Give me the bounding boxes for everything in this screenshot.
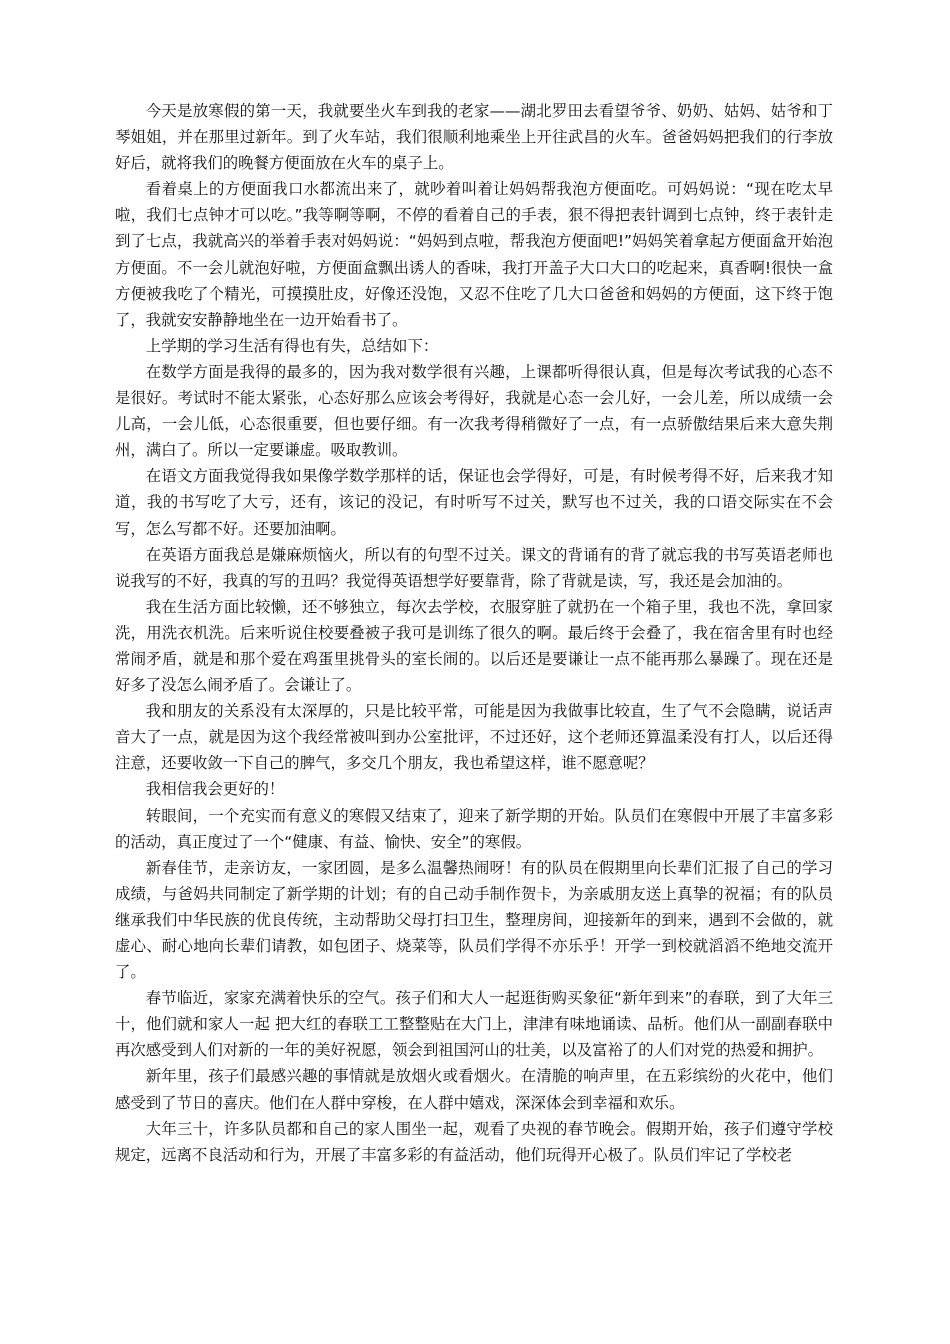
paragraph-10: 转眼间，一个充实而有意义的寒假又结束了，迎来了新学期的开始。队员们在寒假中开展了丰富多彩的活动，真正度过了一个“健康、有益、愉快、安全”的寒假。 (115, 806, 833, 851)
paragraph-11: 新春佳节，走亲访友，一家团圆，是多么温馨热闹呀！有的队员在假期里向长辈们汇报了自己的学习成绩，与爸妈共同制定了新学期的计划；有的自己动手制作贺卡，为亲戚朋友送上真挚的祝福；有的队员继承我们中华民族的优良传统，主动帮助父母打扫卫生，整理房间，迎接新年的到来，遇到不会做的，就虚心、耐心地向长辈们请教，如包团子、烧菜等，队员们学得不亦乐乎！开学一到校就滔滔不绝地交流开了。 (115, 858, 833, 982)
paragraph-4: 在数学方面是我得的最多的，因为我对数学很有兴趣，上课都听得很认真，但是每次考试我的心态不是很好。考试时不能太紧张，心态好那么应该会考得好，我就是心态一会儿好，一会儿差，所以成绩一会儿高，一会儿低，心态很重要，但也要仔细。有一次我考得稍微好了一点，有一点骄傲结果后来大意失荆州，满白了。所以一定要谦虚。吸取教训。 (115, 362, 833, 460)
paragraph-3: 上学期的学习生活有得也有失，总结如下： (145, 336, 439, 355)
paragraph-1: 今天是放寒假的第一天，我就要坐火车到我的老家——湖北罗田去看望爷爷、奶奶、姑妈、姑爷和丁琴姐姐，并在那里过新年。到了火车站，我们很顺利地乘坐上开往武昌的火车。爸爸妈妈把我们的行李放好后，就将我们的晚餐方便面放在火车的桌子上。 (115, 102, 833, 173)
paragraph-7: 我在生活方面比较懒，还不够独立，每次去学校，衣服穿脏了就扔在一个箱子里，我也不洗，拿回家洗，用洗衣机洗。后来听说住校要叠被子我可是训练了很久的啊。最后终于会叠了，我在宿舍里有时也经常闹矛盾，就是和那个爱在鸡蛋里挑骨头的室长闹的。以后还是要谦让一点不能再那么暴躁了。现在还是好多了没怎么闹矛盾了。会谦让了。 (115, 597, 833, 695)
paragraph-9: 我相信我会更好的！ (145, 780, 285, 799)
paragraph-8: 我和朋友的关系没有太深厚的，只是比较平常，可能是因为我做事比较直，生了气不会隐瞒，说话声音大了一点，就是因为这个我经常被叫到办公室批评，不过还好，这个老师还算温柔没有打人，以后还得注意，还要收敛一下自己的脾气，多交几个朋友，我也希望这样，谁不愿意呢？ (115, 702, 833, 773)
paragraph-2: 看着桌上的方便面我口水都流出来了，就吵着叫着让妈妈帮我泡方便面吃。可妈妈说：“现在吃太早啦，我们七点钟才可以吃。”我等啊等啊，不停的看着自己的手表，狠不得把表针调到七点钟，终于表针走到了七点，我就高兴的举着手表对妈妈说：“妈妈到点啦，帮我泡方便面吧!”妈妈笑着拿起方便面盒开始泡方便面。不一会儿就泡好啦，方便面盒飘出诱人的香味，我打开盖子大口大口的吃起来，真香啊!很快一盒方便被我吃了个精光，可摸摸肚皮，好像还没饱，又忍不住吃了几大口爸爸和妈妈的方便面，这下终于饱了，我就安安静静地坐在一边开始看书了。 (115, 180, 833, 329)
paragraph-6: 在英语方面我总是嫌麻烦恼火，所以有的句型不过关。课文的背诵有的背了就忘我的书写英语老师也说我写的不好，我真的写的丑吗？我觉得英语想学好要靠背，除了背就是读，写，我还是会加油的。 (115, 545, 833, 590)
document-body (115, 98, 833, 1168)
paragraph-5: 在语文方面我觉得我如果像学数学那样的话，保证也会学得好，可是，有时候考得不好，后来我才知道，我的书写吃了大亏，还有，该记的没记，有时听写不过关，默写也不过关，我的口语交际实在不会写，怎么写都不好。还要加油啊。 (115, 467, 833, 538)
paragraph-14: 大年三十，许多队员都和自己的家人围坐一起，观看了央视的春节晚会。假期开始，孩子们遵守学校规定，远离不良活动和行为，开展了丰富多彩的有益活动，他们玩得开心极了。队员们牢记了学校老 (115, 1119, 833, 1164)
paragraph-12: 春节临近，家家充满着快乐的空气。孩子们和大人一起逛街购买象征“新年到来”的春联，到了大年三十，他们就和家人一起 把大红的春联工工整整贴在大门上，津津有味地诵读、品析。他们从一副副春联中再次感受到人们对新的一年的美好祝愿，领会到祖国河山的壮美，以及富裕了的人们对党的热爱和拥护。 (115, 989, 833, 1060)
paragraph-13: 新年里，孩子们最感兴趣的事情就是放烟火或看烟火。在清脆的响声里，在五彩缤纷的火花中，他们感受到了节日的喜庆。他们在人群中穿梭，在人群中嬉戏，深深体会到幸福和欢乐。 (115, 1067, 833, 1112)
